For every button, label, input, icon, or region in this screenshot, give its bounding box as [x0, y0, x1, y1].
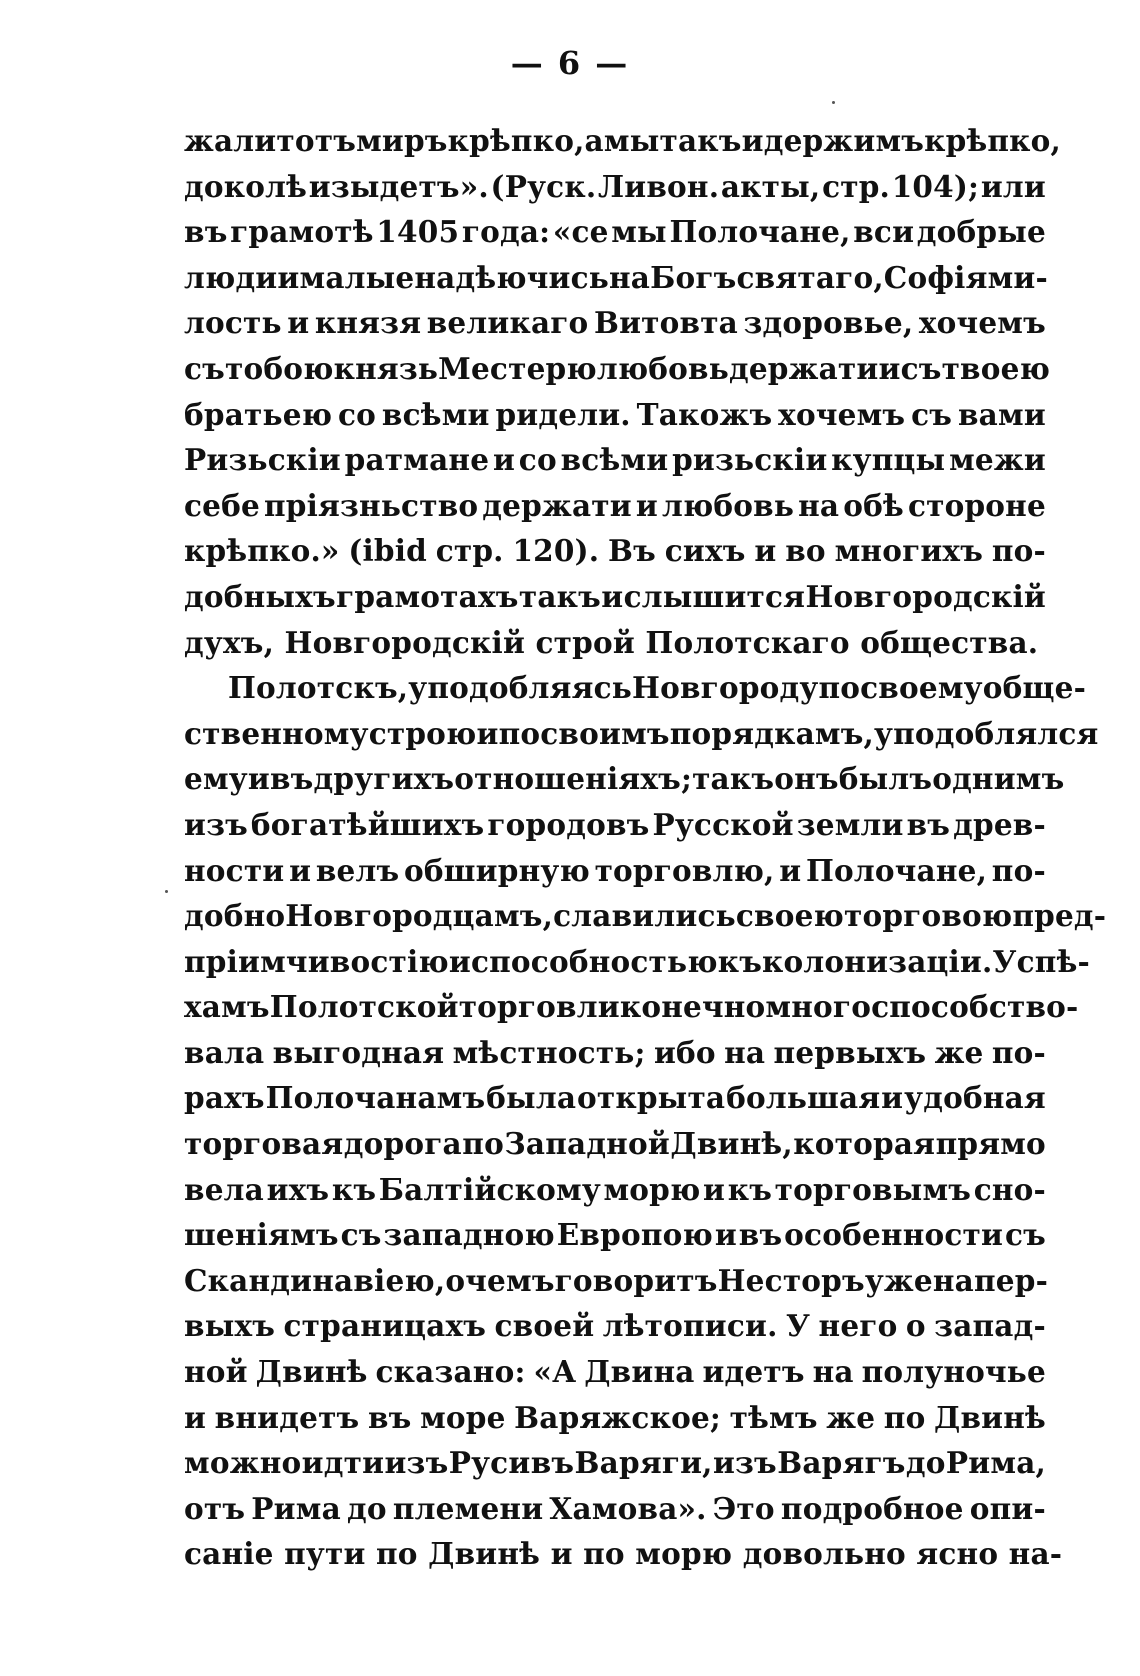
text-line: шеніямъ съ западною Европою и въ особенности съ — [184, 1217, 1046, 1253]
text-line: въ грамотѣ 1405 года: «се мы Полочане, вси добрые — [184, 214, 1046, 250]
text-line: жали тотъ миръ крѣпко, а мы такъ и держимъ крѣпко, — [184, 123, 1062, 158]
text-line: добно Новгородцамъ, славились своею торговою пред- — [184, 898, 1107, 934]
print-speck — [165, 890, 168, 893]
text-line: и внидетъ въ море Варяжское; тѣмъ же по Двинѣ — [184, 1399, 1046, 1435]
text-line: выхъ страницахъ своей лѣтописи. У него о запад- — [184, 1308, 1046, 1344]
text-line: ной Двинѣ сказано: «А Двина идетъ на полуночье — [184, 1354, 1046, 1390]
text-line: духъ, Новгородскій строй Полотскаго общества. — [184, 624, 1039, 660]
text-line: вала выгодная мѣстность; ибо на первыхъ же по- — [184, 1034, 1046, 1070]
text-line: крѣпко.» (ibid стр. 120). Въ сихъ и во многихъ по- — [184, 533, 1046, 569]
text-line: лость и князя великаго Витовта здоровье, хочемъ — [184, 305, 1046, 341]
text-line: отъ Рима до племени Хамова». Это подробное опи- — [184, 1490, 1046, 1526]
text-line: Полотскъ, уподобляясь Новгороду по своему обще- — [228, 670, 1087, 706]
page-number: — 6 — — [510, 44, 630, 82]
text-line: саніе пути по Двинѣ и по морю довольно ясно на- — [184, 1536, 1063, 1572]
text-line: ему и въ другихъ отношеніяхъ; такъ онъ былъ однимъ — [184, 761, 1065, 797]
text-line: изъ богатѣйшихъ городовъ Русской земли въ древ- — [184, 806, 1046, 842]
text-line: себе пріязньство держати и любовь на обѣ стороне — [184, 487, 1046, 523]
text-line: пріимчивостію и способностью къ колонизаціи. Успѣ- — [184, 943, 1090, 979]
text-line: хамъ Полотской торговли конечно много способство- — [184, 989, 1079, 1025]
text-line: рахъ Полочанамъ была открыта большая и удобная — [184, 1080, 1046, 1116]
text-line: ности и велъ обширную торговлю, и Полочане, по- — [184, 852, 1046, 888]
paragraph — [184, 118, 1062, 665]
text-line: Ризьскіи ратмане и со всѣми ризьскіи купцы межи — [184, 442, 1046, 478]
paragraph — [184, 665, 1107, 1577]
text-line: съ тобою князь Местерю любовь держати и съ твоею — [184, 350, 1051, 386]
text-line: ственному строю и по своимъ порядкамъ, уподоблялся — [184, 715, 1099, 751]
text-line: братьею со всѣми ридели. Такожъ хочемъ съ вами — [184, 396, 1046, 432]
text-line: вела ихъ къ Балтійскому морю и къ торговымъ сно- — [184, 1171, 1046, 1207]
text-line: добныхъ грамотахъ такъ и слышится Новгородскій — [184, 578, 1046, 614]
text-line: торговая дорога по Западной Двинѣ, которая прямо — [184, 1126, 1046, 1162]
text-line: можно идти изъ Руси въ Варяги, изъ Варягъ до Рима, — [184, 1445, 1046, 1481]
print-speck — [832, 101, 835, 104]
text-line: доколѣ изыдетъ». (Руск. Ливон. акты, стр. 104); или — [184, 168, 1046, 204]
body-text — [184, 118, 1107, 1577]
text-line: Скандинавіею, о чемъ говоритъ Несторъ уже на пер- — [184, 1262, 1049, 1298]
text-line: люди и малые надѣючись на Богъ святаго, Софія ми- — [184, 259, 1048, 295]
